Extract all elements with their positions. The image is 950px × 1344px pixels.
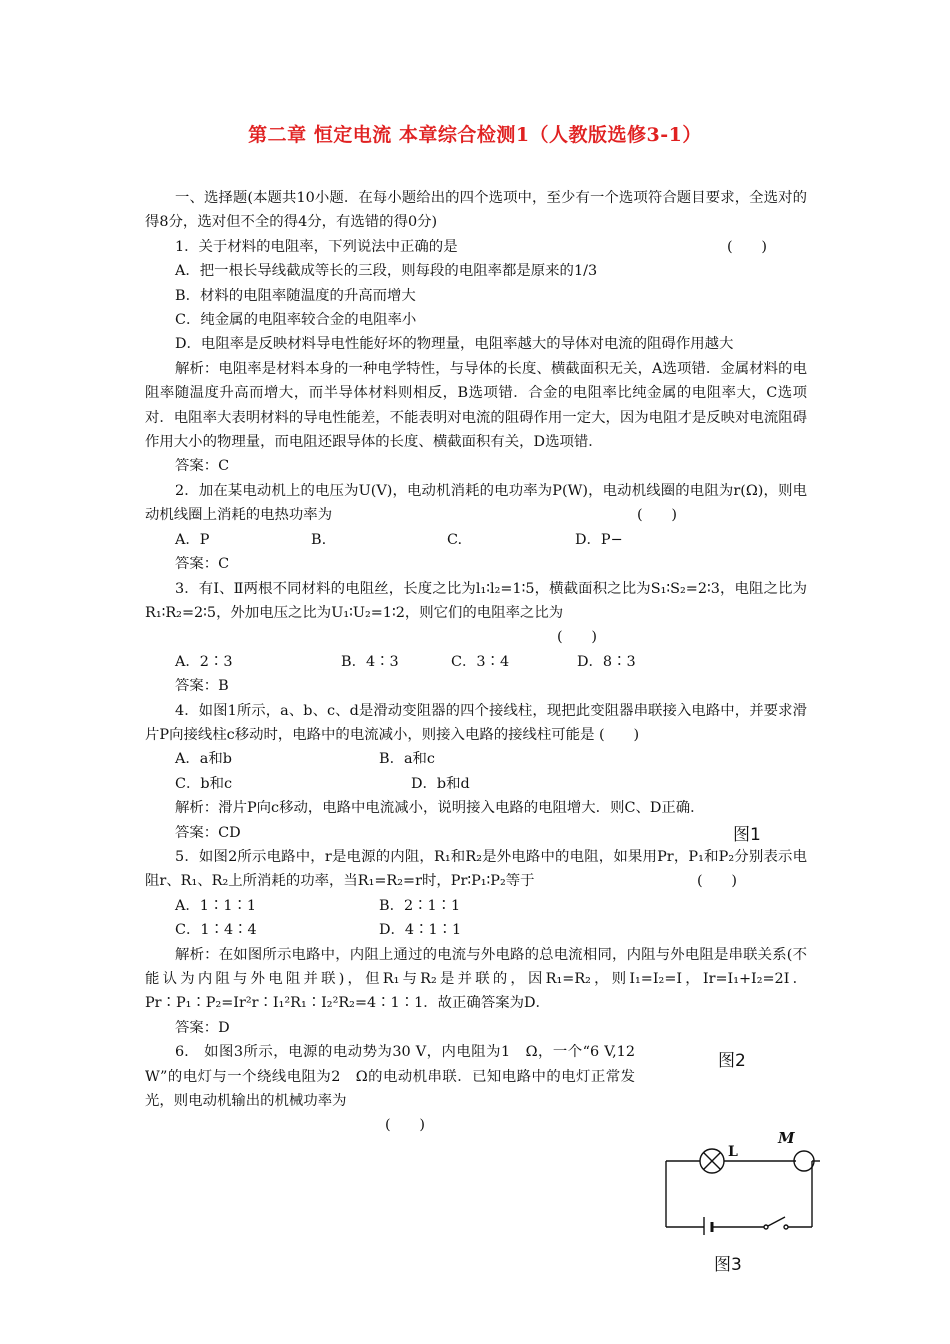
- q5-answer: 答案：D: [175, 1019, 230, 1036]
- page-title: 第二章 恒定电流 本章综合检测1（人教版选修3-1）: [248, 124, 702, 146]
- q3-option-a: A．2∶3: [175, 653, 233, 670]
- q2-option-d: D．P−: [575, 531, 623, 548]
- figure-3-circuit: [660, 1125, 820, 1235]
- q5-options-cd: [145, 918, 807, 942]
- q3-option-c: C．3∶4: [451, 653, 510, 670]
- switch-icon: [764, 1225, 768, 1229]
- lamp-label: L: [728, 1144, 738, 1160]
- q3-stem: 3．有Ⅰ、Ⅱ两根不同材料的电阻丝，长度之比为l₁∶l₂=1∶5，横截面积之比为S₁∶S₂=2∶3，电阻之比为R₁∶R₂=2∶5，外加电压之比为U₁∶U₂=1∶2，则它们的电阻率之比为: [145, 580, 807, 621]
- q3-answer: 答案：B: [175, 678, 229, 695]
- q3-paren-row: [145, 625, 807, 649]
- q5-option-c: C．1∶4∶4: [175, 922, 257, 939]
- q1-option-d: D．电阻率是反映材料导电性能好坏的物理量，电阻率越大的导体对电流的阻碍作用越大: [175, 336, 734, 353]
- q4-paren: ( ): [599, 726, 640, 743]
- q4-answer: 答案：CD: [175, 824, 241, 841]
- section-intro: 一、选择题(本题共10小题．在每小题给出的四个选项中，至少有一个选项符合题目要求，全选对的得8分，选对但不全的得4分，有选错的得0分): [145, 190, 807, 231]
- q5-option-a: A．1∶1∶1: [175, 897, 257, 914]
- q5-options-ab: [145, 894, 807, 918]
- q1-option-a: A．把一根长导线截成等长的三段，则每段的电阻率都是原来的1/3: [175, 263, 598, 280]
- document-body: [145, 186, 807, 1138]
- q3-options: [145, 650, 807, 674]
- q6-stem: 6. 如图3所示，电源的电动势为30 V，内电阻为1 Ω，一个“6 V,12 W”的电灯与一个绕线电阻为2 Ω的电动机串联．已知电路中的电灯正常发光，则电动机输出的机械功率为: [145, 1044, 635, 1110]
- q2-answer: 答案：C: [175, 556, 230, 573]
- q2-paren: ( ): [636, 507, 677, 524]
- q4-option-c: C．b和c: [175, 775, 233, 792]
- q3-option-b: B．4∶3: [341, 653, 399, 670]
- q4-option-b: B．a和c: [379, 751, 435, 768]
- q1-stem: 1．关于材料的电阻率，下列说法中正确的是 ( ): [145, 235, 807, 259]
- q1-analysis: 解析：电阻率是材料本身的一种电学特性，与导体的长度、横截面积无关，A选项错．金属材料的电阻率随温度升高而增大，而半导体材料则相反，B选项错．合金的电阻率比纯金属的电阻率大，C选项对．电阻率大表明材料的导电性能差，不能表明对电流的阻碍作用一定大，因为电阻才是反映对电流阻碍作用大小的物理量，而电阻还跟导体的长度、横截面积有关，D选项错．: [145, 360, 807, 451]
- figure-3-label: 图3: [714, 1255, 742, 1275]
- motor-icon: [794, 1151, 814, 1171]
- q2-option-c: C.: [447, 531, 463, 548]
- q4-options-ab: [145, 747, 807, 771]
- q4-stem: 4．如图1所示，a、b、c、d是滑动变阻器的四个接线柱，现把此变阻器串联接入电路中，并要求滑片P向接线柱c移动时，电路中的电流减小，则接入电路的接线柱可能是 ( ): [145, 702, 807, 743]
- q2-option-a: A．P: [175, 531, 210, 548]
- q4-analysis: 解析：滑片P向c移动，电路中电流减小，说明接入电路的电阻增大．则C、D正确．: [175, 800, 705, 817]
- q1-paren: ( ): [726, 238, 767, 255]
- q1-option-c: C．纯金属的电阻率较合金的电阻率小: [175, 312, 417, 329]
- q5-analysis: 解析：在如图所示电路中，内阻上通过的电流与外电路的总电流相同，内阻与外电阻是串联关系(不能认为内阻与外电阻并联)，但R₁与R₂是并联的，因R₁=R₂，则I₁=I₂=I，Ir=I₁+I₂=2I．Pr∶P₁∶P₂=Ir²r∶I₁²R₁∶I₂²R₂=4∶1∶1．故正确答案为D．: [145, 946, 807, 1012]
- q4-option-a: A．a和b: [175, 751, 232, 768]
- q3-option-d: D．8∶3: [577, 653, 636, 670]
- q5-paren: ( ): [696, 873, 737, 890]
- q2-option-b: B.: [311, 531, 327, 548]
- q5-option-b: B．2∶1∶1: [379, 897, 461, 914]
- q2-options: [145, 528, 807, 552]
- q5-option-d: D．4∶1∶1: [379, 922, 462, 939]
- q3-paren: ( ): [556, 629, 597, 646]
- q4-option-d: D．b和d: [411, 775, 470, 792]
- figure-2-label: 图2: [718, 1051, 746, 1071]
- q5-stem: 5．如图2所示电路中，r是电源的内阻，R₁和R₂是外电路中的电阻，如果用Pr，P₁和P₂分别表示电阻r、R₁、R₂上所消耗的功率，当R₁=R₂=r时，Pr∶P₁∶P₂等于 ( ): [145, 845, 807, 894]
- figure-1-label: 图1: [733, 825, 761, 845]
- q1-option-b: B．材料的电阻率随温度的升高而增大: [175, 287, 416, 304]
- q1-answer: 答案：C: [175, 458, 230, 475]
- motor-label: M: [778, 1129, 795, 1147]
- q2-stem: 2．加在某电动机上的电压为U(V)，电动机消耗的电功率为P(W)，电动机线圈的电阻为r(Ω)，则电动机线圈上消耗的电热功率为 ( ): [145, 479, 807, 528]
- q6-paren: ( ): [385, 1117, 426, 1134]
- q4-options-cd: [145, 772, 807, 796]
